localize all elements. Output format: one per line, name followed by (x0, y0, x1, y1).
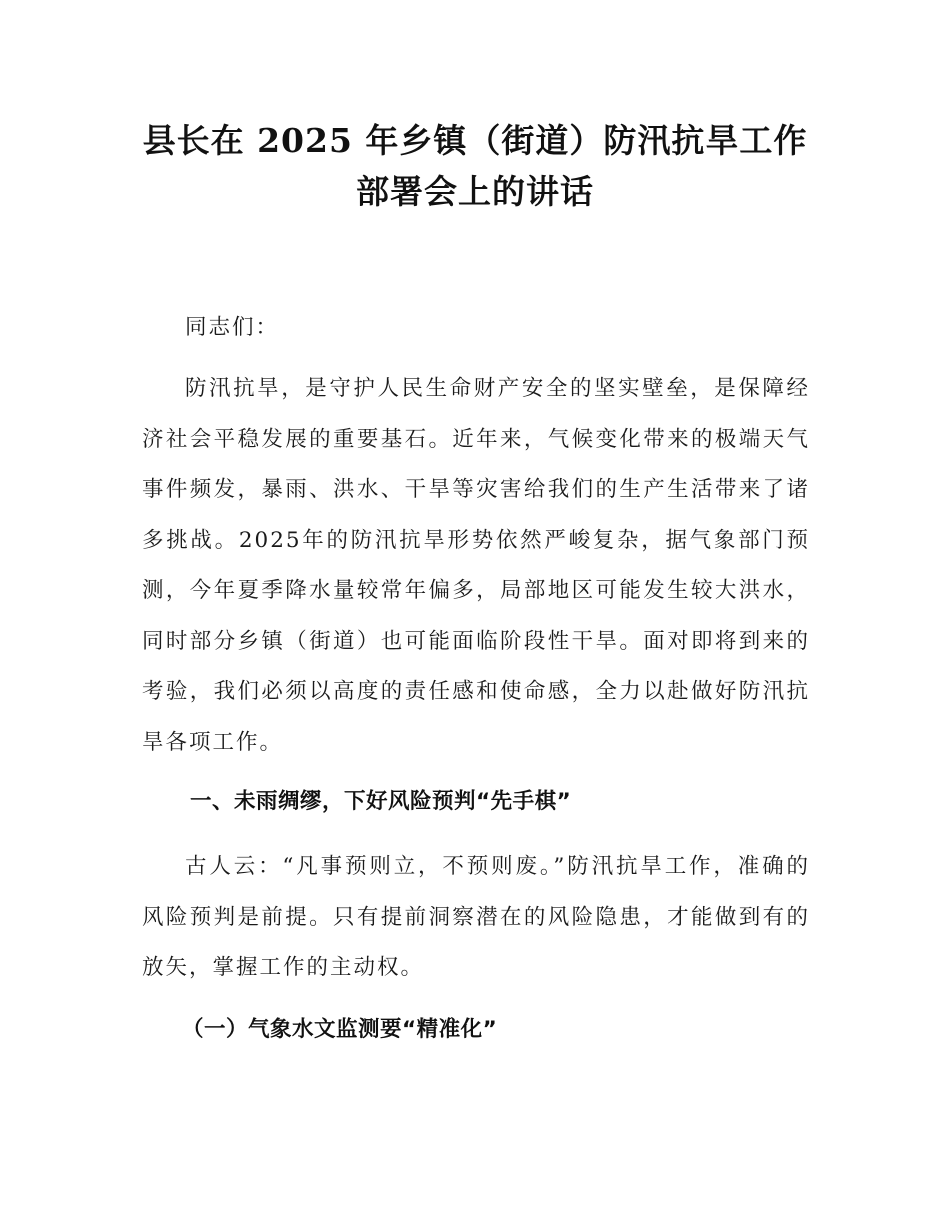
section-heading-1: 一、未雨绸缪，下好风险预判“先手棋” (190, 789, 572, 814)
document-title-line-2: 部署会上的讲话 (356, 172, 594, 211)
body-paragraph-1: 防汛抗旱，是守护人民生命财产安全的坚实壁垒，是保障经济社会平稳发展的重要基石。近年来，气候变化带来的极端天气事件频发，暴雨、洪水、干旱等灾害给我们的生产生活带来了诸多挑战。2025年的防汛抗旱形势依然严峻复杂，据气象部门预测，今年夏季降水量较常年偏多，局部地区可能发生较大洪水，同时部分乡镇（街道）也可能面临阶段性干旱。面对即将到来的考验，我们必须以高度的责任感和使命感，全力以赴做好防汛抗旱各项工作。 (142, 376, 810, 755)
subsection-heading-1: （一）气象水文监测要“精准化” (182, 1017, 498, 1042)
document-title-line-1: 县长在 2025 年乡镇（街道）防汛抗旱工作 (142, 121, 808, 160)
body-paragraph-2: 古人云：“凡事预则立，不预则废。”防汛抗旱工作，准确的风险预判是前提。只有提前洞察潜在的风险隐患，才能做到有的放矢，掌握工作的主动权。 (142, 854, 810, 980)
salutation: 同志们： (185, 315, 280, 340)
